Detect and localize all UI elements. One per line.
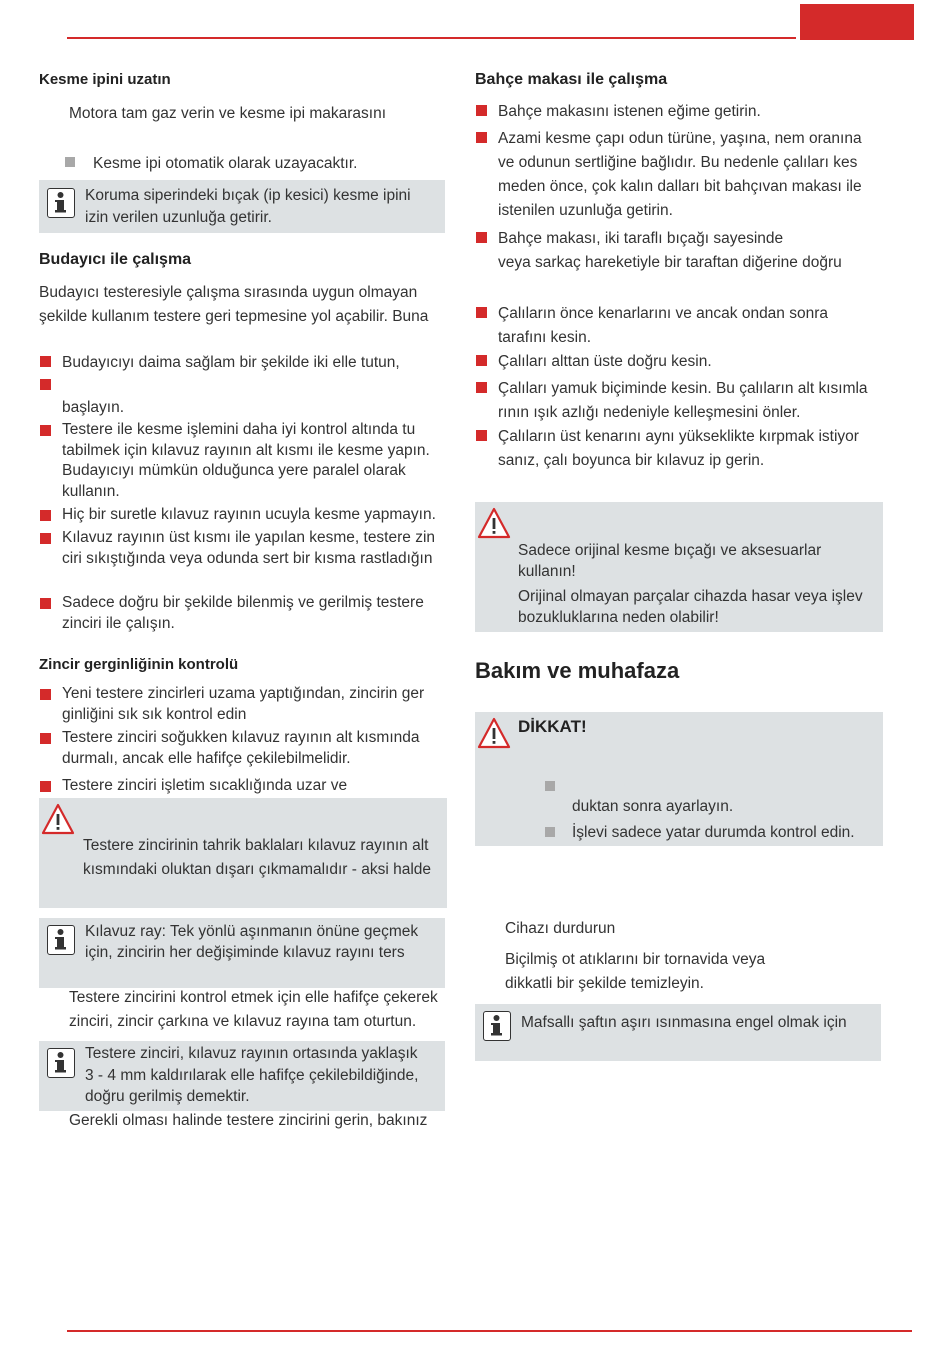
bullet-marker bbox=[40, 356, 51, 367]
bullet-text: zinciri ile çalışın. bbox=[62, 615, 175, 632]
bullet-text: Testere zinciri işletim sıcaklığında uzar ve bbox=[62, 777, 348, 794]
warning-triangle-icon bbox=[477, 717, 511, 749]
paragraph-line: dikkatli bir şekilde temizleyin. bbox=[505, 975, 704, 992]
bullet-marker bbox=[40, 598, 51, 609]
warning-triangle-icon bbox=[41, 803, 75, 835]
info-icon bbox=[47, 925, 75, 955]
heading-bakim: Bakım ve muhafaza bbox=[475, 658, 680, 683]
info-text-line: izin verilen uzunluğa getirir. bbox=[85, 209, 272, 226]
heading-zincir: Zincir gerginliğinin kontrolü bbox=[39, 656, 239, 673]
heading-budayici: Budayıcı ile çalışma bbox=[39, 251, 192, 268]
warning-text-line: Sadece orijinal kesme bıçağı ve aksesuarlar bbox=[518, 542, 822, 559]
paragraph-line: zinciri, zincir çarkına ve kılavuz rayına tam oturtun. bbox=[69, 1013, 417, 1030]
bullet-marker bbox=[40, 533, 51, 544]
info-box bbox=[39, 180, 445, 233]
paragraph: Motora tam gaz verin ve kesme ipi makarasını bbox=[69, 105, 387, 122]
bullet-text: durmalı, ancak elle hafifçe çekilebilmelidir. bbox=[62, 749, 351, 767]
bullet-text: ciri sıkıştığında veya odunda sert bir kısma rastladığın bbox=[62, 549, 433, 567]
bullet-text: Bahçe makasını istenen eğime getirin. bbox=[498, 103, 761, 120]
bullet-text: sanız, çalı boyunca bir kılavuz ip gerin. bbox=[498, 452, 765, 469]
warning-box bbox=[475, 712, 883, 846]
info-text-line: Mafsallı şaftın aşırı ısınmasına engel olmak için bbox=[521, 1014, 847, 1031]
info-text-line: doğru gerilmiş demektir. bbox=[85, 1088, 250, 1105]
bullet-marker bbox=[476, 430, 487, 441]
bullet-text: meden önce, çok kalın dalları bit bahçıvan makası ile bbox=[498, 178, 862, 195]
header-tab bbox=[800, 4, 914, 40]
bullet-marker bbox=[476, 232, 487, 243]
bullet-marker bbox=[40, 379, 51, 390]
bullet-text: Yeni testere zincirleri uzama yaptığından, zincirin ger bbox=[62, 685, 425, 702]
paragraph-line: Testere zincirini kontrol etmek için elle hafifçe çekerek bbox=[69, 989, 438, 1006]
bullet-text: Çalıların önce kenarlarını ve ancak ondan sonra bbox=[498, 305, 829, 322]
bullet-text: Sadece doğru bir şekilde bilenmiş ve gerilmiş testere bbox=[62, 594, 424, 611]
paragraph-line: Biçilmiş ot atıklarını bir tornavida veya bbox=[505, 951, 766, 968]
bullet-text: Çalıları alttan üste doğru kesin. bbox=[498, 353, 712, 370]
bullet-text: Çalıları yamuk biçiminde kesin. Bu çalıların alt kısımla bbox=[498, 380, 868, 397]
bullet-marker bbox=[476, 132, 487, 143]
bullet-marker bbox=[40, 689, 51, 700]
info-box bbox=[39, 1041, 445, 1111]
info-icon bbox=[483, 1011, 511, 1041]
bullet-text: istenilen uzunluğa getirin. bbox=[498, 202, 673, 219]
bullet-text: Budayıcıyı mümkün olduğunca yere paralel olarak bbox=[62, 462, 406, 479]
heading-kesme-ipi: Kesme ipini uzatın bbox=[39, 71, 171, 88]
paragraph: Cihazı durdurun bbox=[505, 920, 616, 937]
bullet-marker bbox=[65, 157, 75, 167]
bullet-text: Testere zinciri soğukken kılavuz rayının alt kısmında bbox=[62, 729, 420, 746]
bullet-text: başlayın. bbox=[62, 399, 125, 416]
bullet-text: veya sarkaç hareketiyle bir taraftan diğerine doğru bbox=[498, 254, 842, 271]
bullet-text: Kesme ipi otomatik olarak uzayacaktır. bbox=[93, 155, 358, 172]
bullet-text: ginliğini sık sık kontrol edin bbox=[62, 705, 247, 723]
bullet-marker bbox=[545, 827, 555, 837]
header-rule bbox=[67, 37, 796, 39]
bullet-marker bbox=[40, 733, 51, 744]
bullet-text: Çalıların üst kenarını aynı yükseklikte kırpmak istiyor bbox=[498, 428, 859, 445]
warning-text-line: Testere zincirinin tahrik baklaları kılavuz rayının alt bbox=[83, 837, 429, 854]
warning-box bbox=[39, 798, 447, 908]
bullet-text: tabilmek için kılavuz rayının alt kısmı ile kesme yapın. bbox=[62, 441, 430, 459]
bullet-marker bbox=[476, 105, 487, 116]
bullet-text: kullanın. bbox=[62, 482, 120, 500]
warning-text-line: kullanın! bbox=[518, 563, 576, 580]
bullet-text: Bahçe makası, iki taraflı bıçağı sayesinde bbox=[498, 230, 784, 247]
bullet-text: rının ışık azlığı nedeniyle kelleşmesini önler. bbox=[498, 404, 801, 421]
warning-box bbox=[475, 502, 883, 632]
warning-text-line: bozukluklarına neden olabilir! bbox=[518, 609, 719, 626]
bullet-marker bbox=[545, 781, 555, 791]
bullet-marker bbox=[40, 510, 51, 521]
paragraph-line: Budayıcı testeresiyle çalışma sırasında uygun olmayan bbox=[39, 284, 418, 301]
footer-rule bbox=[67, 1330, 912, 1332]
bullet-marker bbox=[40, 425, 51, 436]
bullet-text: Budayıcıyı daima sağlam bir şekilde iki elle tutun, bbox=[62, 354, 400, 371]
bullet-text: Azami kesme çapı odun türüne, yaşına, nem oranına bbox=[498, 130, 862, 147]
bullet-text: tarafını kesin. bbox=[498, 329, 592, 346]
bullet-marker bbox=[476, 355, 487, 366]
paragraph: Gerekli olması halinde testere zincirini gerin, bakınız bbox=[69, 1112, 428, 1129]
bullet-marker bbox=[476, 307, 487, 318]
info-text-line: Koruma siperindeki bıçak (ip kesici) kesme ipini bbox=[85, 187, 411, 204]
info-text-line: için, zincirin her değişiminde kılavuz rayını ters bbox=[85, 944, 405, 961]
warning-text-line: kısmındaki oluktan dışarı çıkmamalıdır - aksi halde bbox=[83, 861, 432, 878]
heading-bahce-makasi: Bahçe makası ile çalışma bbox=[475, 71, 668, 88]
info-icon bbox=[47, 1048, 75, 1078]
bullet-text: İşlevi sadece yatar durumda kontrol edin. bbox=[572, 824, 855, 841]
info-text-line: 3 - 4 mm kaldırılarak elle hafifçe çekilebildiğinde, bbox=[85, 1066, 419, 1084]
warning-triangle-icon bbox=[477, 507, 511, 539]
bullet-text: Hiç bir suretle kılavuz rayının ucuyla kesme yapmayın. bbox=[62, 506, 436, 523]
bullet-text: duktan sonra ayarlayın. bbox=[572, 798, 734, 815]
info-box bbox=[39, 918, 445, 988]
info-text-line: Testere zinciri, kılavuz rayının ortasında yaklaşık bbox=[85, 1045, 418, 1062]
info-text-line: Kılavuz ray: Tek yönlü aşınmanın önüne geçmek bbox=[85, 923, 419, 940]
bullet-text: Testere ile kesme işlemini daha iyi kontrol altında tu bbox=[62, 421, 416, 438]
info-icon bbox=[47, 188, 75, 218]
bullet-text: Kılavuz rayının üst kısmı ile yapılan kesme, testere zin bbox=[62, 529, 436, 546]
info-box bbox=[475, 1004, 881, 1061]
warning-title: DİKKAT! bbox=[518, 717, 587, 736]
bullet-marker bbox=[476, 382, 487, 393]
paragraph-line: şekilde kullanım testere geri tepmesine yol açabilir. Buna bbox=[39, 308, 429, 325]
warning-text-line: Orijinal olmayan parçalar cihazda hasar veya işlev bbox=[518, 588, 863, 605]
bullet-marker bbox=[40, 781, 51, 792]
bullet-text: ve odunun sertliğine bağlıdır. Bu nedenle çalıları kes bbox=[498, 154, 858, 171]
